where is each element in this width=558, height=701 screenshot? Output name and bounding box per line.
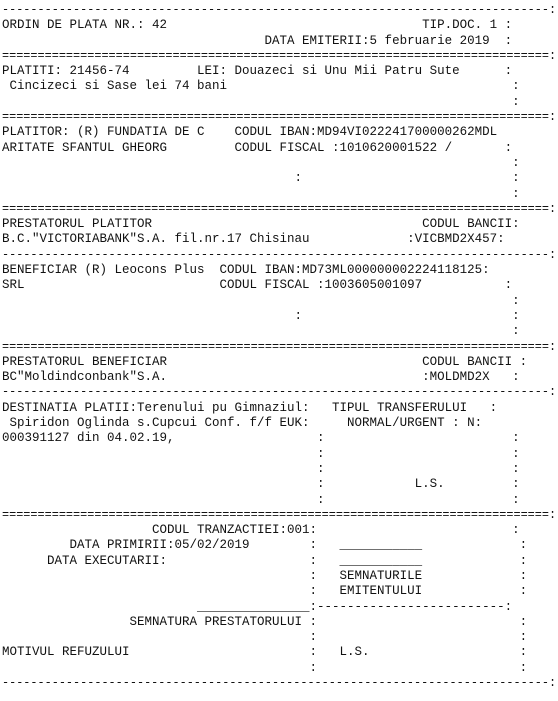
- beneficiary-line-colon: : :: [2, 308, 520, 323]
- beneficiary-line-2: SRL CODUL FISCAL :1003605001097 :: [2, 278, 513, 293]
- blank-line: : :: [2, 492, 520, 507]
- payment-purpose-line-1: DESTINATIA PLATII:Terenului pu Gimnaziul: TIPUL TRANSFERULUI :: [2, 400, 498, 415]
- payment-purpose-line-2: Spiridon Oglinda s.Cupcui Conf. f/f EUK: NORMAL/URGENT : N:: [2, 416, 483, 431]
- rule-single: -----------------------------------------------------------------------------:: [2, 247, 557, 262]
- refusal-reason-line: MOTIVUL REFUZULUI : L.S. :: [2, 645, 528, 660]
- payer-line-colon: : :: [2, 171, 520, 186]
- beneficiary-line-1: BENEFICIAR (R) Leocons Plus CODUL IBAN:MD73ML000000002224118125:: [2, 263, 490, 278]
- receipt-date-line: DATA PRIMIRII:05/02/2019 : ___________ :: [2, 538, 528, 553]
- rule-double: =============================================================================:: [2, 48, 557, 63]
- blank-line: : :: [2, 630, 528, 645]
- blank-line: :: [2, 293, 520, 308]
- beneficiary-bank-line: BC"Moldindconbank"S.A. :MOLDMD2X :: [2, 370, 520, 385]
- rule-top: -----------------------------------------------------------------------------:: [2, 3, 557, 17]
- transaction-code-line: CODUL TRANZACTIEI:001: :: [2, 523, 520, 538]
- payer-line-2: ARITATE SFANTUL GHEORG CODUL FISCAL :1010620001522 / :: [2, 140, 513, 155]
- issue-date-line: DATA EMITERII:5 februarie 2019 :: [2, 33, 513, 48]
- rule-double: =============================================================================:: [2, 201, 557, 216]
- blank-line: :: [2, 155, 520, 170]
- rule-double: =============================================================================:: [2, 339, 557, 354]
- amount-line-1: PLATITI: 21456-74 LEI: Douazeci si Unu Mii Patru Sute :: [2, 64, 513, 79]
- issuer-label-line: : EMITENTULUI :: [2, 584, 528, 599]
- payer-line-1: PLATITOR: (R) FUNDATIA DE C CODUL IBAN:MD94VI022241700000262MDL: [2, 125, 498, 140]
- execution-date-line: DATA EXECUTARII: : ___________ :: [2, 553, 528, 568]
- rule-double: =============================================================================:: [2, 507, 557, 522]
- provider-signature-label: SEMNATURA PRESTATORULUI : :: [2, 614, 528, 629]
- ls-stamp-line: : L.S. :: [2, 477, 520, 492]
- blank-line: :: [2, 324, 520, 339]
- rule-double: =============================================================================:: [2, 110, 557, 125]
- amount-line-2: Cincizeci si Sase lei 74 bani :: [2, 79, 520, 94]
- blank-line: : :: [2, 446, 520, 461]
- signatures-label-line: : SEMNATURILE :: [2, 568, 528, 583]
- payer-bank-line: B.C."VICTORIABANK"S.A. fil.nr.17 Chisinau :VICBMD2X457:: [2, 232, 505, 247]
- rule-single: -----------------------------------------------------------------------------:: [2, 385, 557, 400]
- beneficiary-bank-header: PRESTATORUL BENEFICIAR CODUL BANCII :: [2, 354, 528, 369]
- payment-purpose-line-3: 000391127 din 04.02.19, : :: [2, 431, 520, 446]
- rule-bottom: -----------------------------------------------------------------------------:: [2, 676, 557, 691]
- blank-line: :: [2, 94, 520, 109]
- provider-signature-rule: _______________:-------------------------:: [2, 599, 513, 614]
- order-number-line: ORDIN DE PLATA NR.: 42 TIP.DOC. 1 :: [2, 18, 513, 33]
- payer-bank-header: PRESTATORUL PLATITOR CODUL BANCII:: [2, 217, 520, 232]
- blank-line: : :: [2, 660, 528, 675]
- blank-line: : :: [2, 461, 520, 476]
- blank-line: :: [2, 186, 520, 201]
